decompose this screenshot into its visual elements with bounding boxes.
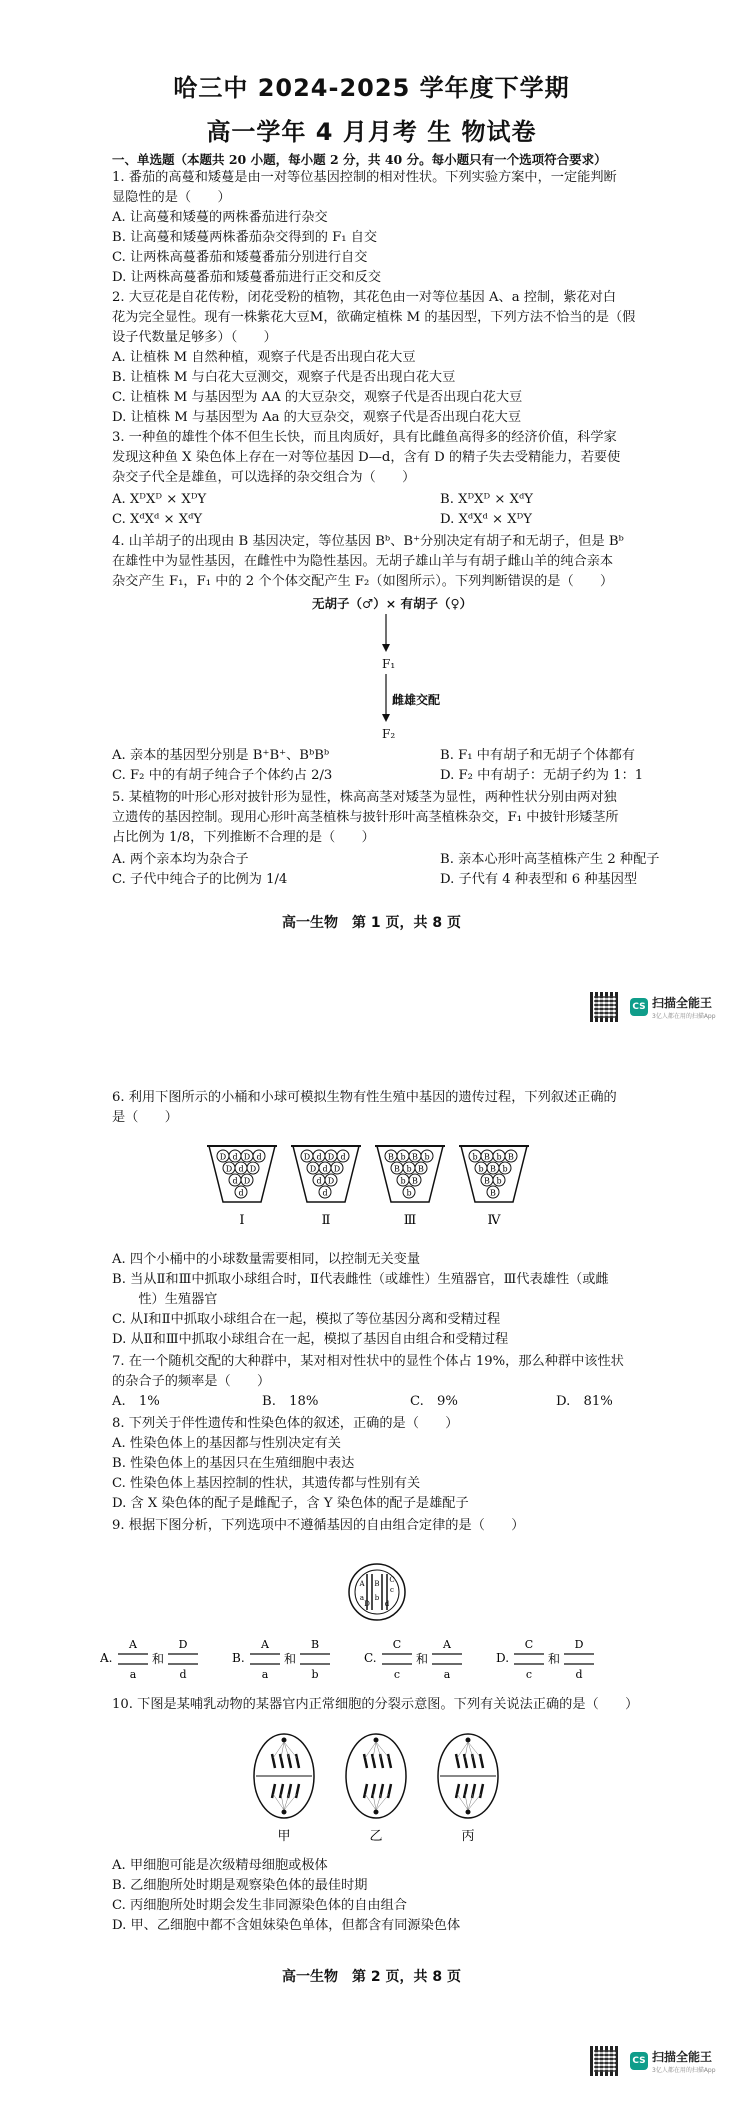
q1-3-line-3: A. 让高蔓和矮蔓的两株番茄进行杂交 bbox=[112, 210, 328, 225]
q1-3-line-9: 设子代数量足够多）（ ） bbox=[112, 330, 277, 345]
q1-3-line-1: 1. 番茄的高蔓和矮蔓是由一对等位基因控制的相对性状。下列实验方案中，一定能判断 bbox=[112, 170, 617, 185]
ball-label: b bbox=[472, 1152, 478, 1162]
ball-label: d bbox=[232, 1152, 238, 1162]
ball-label: D bbox=[333, 1164, 341, 1174]
q4-option-c: C. F₂ 中的有胡子纯合子个体约占 2/3 bbox=[112, 768, 333, 783]
ball-label: B bbox=[388, 1152, 394, 1162]
ball-label: d bbox=[232, 1176, 238, 1186]
page-2-footer: 高一生物 第 2 页，共 8 页 bbox=[282, 1969, 461, 1985]
q8-line-5: D. 含 X 染色体的配子是雌配子，含 Y 染色体的配子是雄配子 bbox=[112, 1496, 469, 1511]
gene-top: B bbox=[310, 1638, 320, 1651]
gene-top: C bbox=[392, 1638, 402, 1651]
ball-label: D bbox=[243, 1176, 251, 1186]
q1-3-line-8: 花为完全显性。现有一株紫花大豆M，欲确定植株 M 的基因型，下列方法不恰当的是（假 bbox=[112, 310, 636, 325]
q3-option-c: C. XᵈXᵈ × XᵈY bbox=[112, 512, 203, 527]
q4-line-3: 杂交产生 F₁，F₁ 中的 2 个个体交配产生 F₂（如图所示）。下列判断错误的是（ ） bbox=[112, 574, 614, 589]
ball-label: d bbox=[316, 1152, 322, 1162]
q4-f2-label: F₂ bbox=[382, 727, 396, 741]
q4-cross-arrows bbox=[370, 612, 410, 742]
q1-3-line-15: 发现这种鱼 X 染色体上存在一对等位基因 D—d，含有 D 的精子失去受精能力，若要使 bbox=[112, 450, 621, 465]
join-label: 和 bbox=[547, 1652, 561, 1666]
gene-top: A bbox=[129, 1638, 137, 1651]
q6-option-3: 性）生殖器官 bbox=[112, 1292, 218, 1307]
join-label: 和 bbox=[151, 1652, 165, 1666]
scanner-tagline: 3亿人都在用的扫描App bbox=[652, 1013, 716, 1020]
gene-top: D bbox=[178, 1638, 188, 1651]
gene-label: C bbox=[389, 1576, 395, 1584]
cell-membrane bbox=[346, 1734, 406, 1818]
gene-bottom: a bbox=[261, 1668, 269, 1681]
q5-option-d: D. 子代有 4 种表型和 6 种基因型 bbox=[440, 872, 638, 887]
q1-3-line-11: B. 让植株 M 与白花大豆测交，观察子代是否出现白花大豆 bbox=[112, 370, 456, 385]
q8-line-4: C. 性染色体上基因控制的性状，其遗传都与性别有关 bbox=[112, 1476, 421, 1491]
exam-page-1 bbox=[0, 0, 743, 940]
ball-label: B bbox=[412, 1176, 418, 1186]
q7-option-c: C. 9% bbox=[410, 1394, 458, 1409]
q3-option-b: B. XᴰXᴰ × XᵈY bbox=[440, 492, 533, 507]
centrosome bbox=[466, 1810, 471, 1815]
gene-label: d bbox=[384, 1600, 390, 1608]
q1-3-line-7: 2. 大豆花是自花传粉，闭花受粉的植物，其花色由一对等位基因 A、a 控制，紫花对白 bbox=[112, 290, 617, 305]
q7-option-b: B. 18% bbox=[262, 1394, 319, 1409]
exam-title: 哈三中 2024-2025 学年度下学期 bbox=[173, 74, 570, 102]
q10-option-1: A. 甲细胞可能是次级精母细胞或极体 bbox=[112, 1858, 328, 1873]
bucket-label: Ⅰ bbox=[239, 1213, 245, 1228]
ball-label: B bbox=[412, 1152, 418, 1162]
q7-line-1: 7. 在一个随机交配的大种群中，某对相对性状中的显性个体占 19%，那么种群中该性状 bbox=[112, 1354, 624, 1369]
ball-label: D bbox=[249, 1164, 257, 1174]
ball-label: b bbox=[496, 1176, 502, 1186]
q4-option-b: B. F₁ 中有胡子和无胡子个体都有 bbox=[440, 748, 635, 763]
q10-cell-figure bbox=[250, 1728, 510, 1848]
section-heading: 一、单选题（本题共 20 小题，每小题 2 分，共 40 分。每小题只有一个选项符合要求） bbox=[112, 152, 607, 167]
join-label: 和 bbox=[283, 1652, 297, 1666]
bucket-label: Ⅱ bbox=[321, 1213, 331, 1228]
gene-label: b bbox=[374, 1594, 380, 1602]
gene-bottom: a bbox=[129, 1668, 137, 1681]
centrosome bbox=[374, 1810, 379, 1815]
q1-3-line-6: D. 让两株高蔓番茄和矮蔓番茄进行正交和反交 bbox=[112, 270, 382, 285]
q7-option-a: A. 1% bbox=[112, 1394, 160, 1409]
q1-3-line-13: D. 让植株 M 与基因型为 Aa 的大豆杂交，观察子代是否出现白花大豆 bbox=[112, 410, 522, 425]
gene-bottom: a bbox=[443, 1668, 451, 1681]
dividing-cell-1 bbox=[254, 1734, 314, 1844]
q9-cell-figure bbox=[345, 1560, 409, 1624]
q1-3-line-5: C. 让两株高蔓番茄和矮蔓番茄分别进行自交 bbox=[112, 250, 368, 265]
ball-label: b bbox=[400, 1152, 406, 1162]
scanner-tagline-2: 3亿人都在用的扫描App bbox=[652, 2067, 716, 2074]
ball-label: B bbox=[490, 1188, 496, 1198]
ball-label: D bbox=[327, 1152, 335, 1162]
bucket-label: Ⅳ bbox=[487, 1213, 501, 1228]
q10-option-3: C. 丙细胞所处时期会发生非同源染色体的自由组合 bbox=[112, 1898, 407, 1913]
ball-label: D bbox=[219, 1152, 227, 1162]
bucket-1 bbox=[207, 1146, 277, 1228]
q6-option-4: C. 从Ⅰ和Ⅱ中抓取小球组合在一起，模拟了等位基因分离和受精过程 bbox=[112, 1312, 501, 1327]
exam-subtitle: 高一学年 4 月月考 生 物试卷 bbox=[206, 118, 537, 146]
q5-option-b: B. 亲本心形叶高茎植株产生 2 种配子 bbox=[440, 852, 660, 867]
q4-mating-label: 雌雄交配 bbox=[392, 693, 441, 707]
scanner-watermark bbox=[630, 994, 716, 1020]
centrosome bbox=[466, 1738, 471, 1743]
ball-label: B bbox=[484, 1152, 490, 1162]
gene-label: c bbox=[390, 1586, 394, 1594]
q5-option-a: A. 两个亲本均为杂合子 bbox=[112, 852, 249, 867]
q9-option-letter: A. bbox=[100, 1651, 113, 1665]
q1-3-line-10: A. 让植株 M 自然种植，观察子代是否出现白花大豆 bbox=[112, 350, 416, 365]
centrosome bbox=[374, 1738, 379, 1743]
q3-option-a: A. XᴰXᴰ × XᴰY bbox=[112, 492, 207, 507]
q5-line-3: 占比例为 1/8，下列推断不合理的是（ ） bbox=[112, 830, 375, 845]
ball-label: b bbox=[502, 1164, 508, 1174]
q4-line-2: 在雄性中为显性基因，在雌性中为隐性基因。无胡子雄山羊与有胡子雌山羊的纯合亲本 bbox=[112, 554, 614, 569]
ball-label: d bbox=[322, 1164, 328, 1174]
bucket-4 bbox=[459, 1146, 529, 1228]
centrosome bbox=[282, 1738, 287, 1743]
scanner-name-2: 扫描全能王 bbox=[652, 2050, 713, 2064]
bucket-figure bbox=[205, 1140, 535, 1240]
gene-top: A bbox=[443, 1638, 451, 1651]
ball-label: b bbox=[424, 1152, 430, 1162]
q6-line-2: 是（ ） bbox=[112, 1110, 178, 1125]
ball-label: b bbox=[496, 1152, 502, 1162]
ball-label: b bbox=[406, 1164, 412, 1174]
gene-label: a bbox=[359, 1594, 365, 1602]
q10-stem: 10. 下图是某哺乳动物的某器官内正常细胞的分裂示意图。下列有关说法正确的是（ ） bbox=[112, 1697, 639, 1712]
ball-label: B bbox=[508, 1152, 514, 1162]
ball-label: D bbox=[303, 1152, 311, 1162]
ball-label: b bbox=[478, 1164, 484, 1174]
q10-option-4: D. 甲、乙细胞中都不含姐妹染色单体，但都含有同源染色体 bbox=[112, 1918, 461, 1933]
q10-option-2: B. 乙细胞所处时期是观察染色体的最佳时期 bbox=[112, 1878, 368, 1893]
q4-option-a: A. 亲本的基因型分别是 B⁺B⁺、BᵇBᵇ bbox=[112, 748, 330, 763]
q9-option-3 bbox=[364, 1638, 462, 1681]
q1-3-line-14: 3. 一种鱼的雄性个体不但生长快，而且肉质好，具有比雌鱼高得多的经济价值，科学家 bbox=[112, 430, 617, 445]
gene-bottom: c bbox=[525, 1668, 533, 1681]
q7-line-2: 的杂合子的频率是（ ） bbox=[112, 1374, 271, 1389]
ball-label: d bbox=[238, 1188, 244, 1198]
q8-line-6: 9. 根据下图分析，下列选项中不遵循基因的自由组合定律的是（ ） bbox=[112, 1518, 525, 1533]
gene-bottom: c bbox=[393, 1668, 401, 1681]
q1-3-line-12: C. 让植株 M 与基因型为 AA 的大豆杂交，观察子代是否出现白花大豆 bbox=[112, 390, 523, 405]
cs-logo-icon-2: CS bbox=[630, 2052, 648, 2070]
exam-page-2 bbox=[0, 1060, 743, 2104]
ball-label: D bbox=[243, 1152, 251, 1162]
ball-label: B bbox=[394, 1164, 400, 1174]
q9-option-letter: C. bbox=[364, 1651, 377, 1665]
join-label: 和 bbox=[415, 1652, 429, 1666]
q4-line-1: 4. 山羊胡子的出现由 B 基因决定，等位基因 Bᵇ、B⁺分别决定有胡子和无胡子，但是 Bᵇ bbox=[112, 534, 624, 549]
gene-top: A bbox=[261, 1638, 269, 1651]
scanner-watermark-2 bbox=[630, 2048, 716, 2074]
q8-line-3: B. 性染色体上的基因只在生殖细胞中表达 bbox=[112, 1456, 355, 1471]
q5-line-1: 5. 某植物的叶形心形对披针形为显性，株高高茎对矮茎为显性，两种性状分别由两对独 bbox=[112, 790, 617, 805]
q6-line-1: 6. 利用下图所示的小桶和小球可模拟生物有性生殖中基因的遗传过程，下列叙述正确的 bbox=[112, 1090, 617, 1105]
q5-line-2: 立遗传的基因控制。现用心形叶高茎植株与披针形叶高茎植株杂交，F₁ 中披针形矮茎所 bbox=[112, 810, 619, 825]
q4-option-d: D. F₂ 中有胡子：无胡子约为 1：1 bbox=[440, 768, 644, 783]
ball-label: d bbox=[238, 1164, 244, 1174]
q9-option-2 bbox=[232, 1638, 330, 1681]
bucket-label: Ⅲ bbox=[403, 1213, 417, 1228]
dividing-cell-2 bbox=[346, 1734, 406, 1844]
cell-outline bbox=[349, 1564, 405, 1620]
cs-logo-icon: CS bbox=[630, 998, 648, 1016]
gene-bottom: b bbox=[311, 1668, 319, 1681]
q9-option-1 bbox=[100, 1638, 198, 1681]
page-gap bbox=[0, 940, 743, 1060]
gene-bottom: d bbox=[575, 1668, 583, 1681]
ball-label: D bbox=[327, 1176, 335, 1186]
q6-option-2: B. 当从Ⅱ和Ⅲ中抓取小球组合时，Ⅱ代表雌性（或雄性）生殖器官，Ⅲ代表雄性（或雌 bbox=[112, 1272, 609, 1287]
cell-label: 甲 bbox=[277, 1829, 291, 1844]
q9-option-letter: D. bbox=[496, 1651, 510, 1665]
gene-label: D bbox=[364, 1600, 370, 1608]
cell-label: 乙 bbox=[369, 1829, 383, 1844]
ball-label: D bbox=[309, 1164, 317, 1174]
ball-label: B bbox=[418, 1164, 424, 1174]
q9-options-figure bbox=[100, 1626, 620, 1692]
bucket-2 bbox=[291, 1146, 361, 1228]
cell-label: 丙 bbox=[461, 1829, 475, 1844]
q1-3-line-2: 显隐性的是（ ） bbox=[112, 190, 231, 205]
q8-line-2: A. 性染色体上的基因都与性别决定有关 bbox=[112, 1436, 341, 1451]
q9-option-letter: B. bbox=[232, 1651, 245, 1665]
q6-option-5: D. 从Ⅱ和Ⅲ中抓取小球组合在一起，模拟了基因自由组合和受精过程 bbox=[112, 1332, 509, 1347]
q7-option-d: D. 81% bbox=[556, 1394, 613, 1409]
ball-label: B bbox=[484, 1176, 490, 1186]
q1-3-line-16: 杂交子代全是雄鱼，可以选择的杂交组合为（ ） bbox=[112, 470, 416, 485]
dividing-cell-3 bbox=[438, 1734, 498, 1844]
q9-option-4 bbox=[496, 1638, 594, 1681]
bucket-3 bbox=[375, 1146, 445, 1228]
ball-label: b bbox=[400, 1176, 406, 1186]
gene-label: B bbox=[374, 1580, 380, 1588]
centrosome bbox=[282, 1810, 287, 1815]
q4-cross-parents: 无胡子（♂）× 有胡子（♀） bbox=[312, 596, 473, 611]
scanner-name: 扫描全能王 bbox=[652, 996, 713, 1010]
q1-3-line-4: B. 让高蔓和矮蔓两株番茄杂交得到的 F₁ 自交 bbox=[112, 230, 378, 245]
gene-bottom: d bbox=[179, 1668, 187, 1681]
q4-f1-label: F₁ bbox=[382, 657, 396, 671]
ball-label: b bbox=[406, 1188, 412, 1198]
ball-label: d bbox=[316, 1176, 322, 1186]
ball-label: B bbox=[490, 1164, 496, 1174]
gene-label: A bbox=[359, 1580, 365, 1588]
ball-label: d bbox=[322, 1188, 328, 1198]
ball-label: d bbox=[340, 1152, 346, 1162]
page-1-footer: 高一生物 第 1 页，共 8 页 bbox=[282, 915, 461, 931]
q3-option-d: D. XᵈXᵈ × XᴰY bbox=[440, 512, 532, 527]
qr-code-icon-2 bbox=[590, 2046, 620, 2076]
ball-label: D bbox=[225, 1164, 233, 1174]
q5-option-c: C. 子代中纯合子的比例为 1/4 bbox=[112, 872, 288, 887]
ball-label: d bbox=[256, 1152, 262, 1162]
gene-top: D bbox=[574, 1638, 584, 1651]
q8-line-1: 8. 下列关于伴性遗传和性染色体的叙述，正确的是（ ） bbox=[112, 1416, 459, 1431]
gene-top: C bbox=[524, 1638, 534, 1651]
qr-code-icon bbox=[590, 992, 620, 1022]
q6-option-1: A. 四个小桶中的小球数量需要相同，以控制无关变量 bbox=[112, 1252, 421, 1267]
